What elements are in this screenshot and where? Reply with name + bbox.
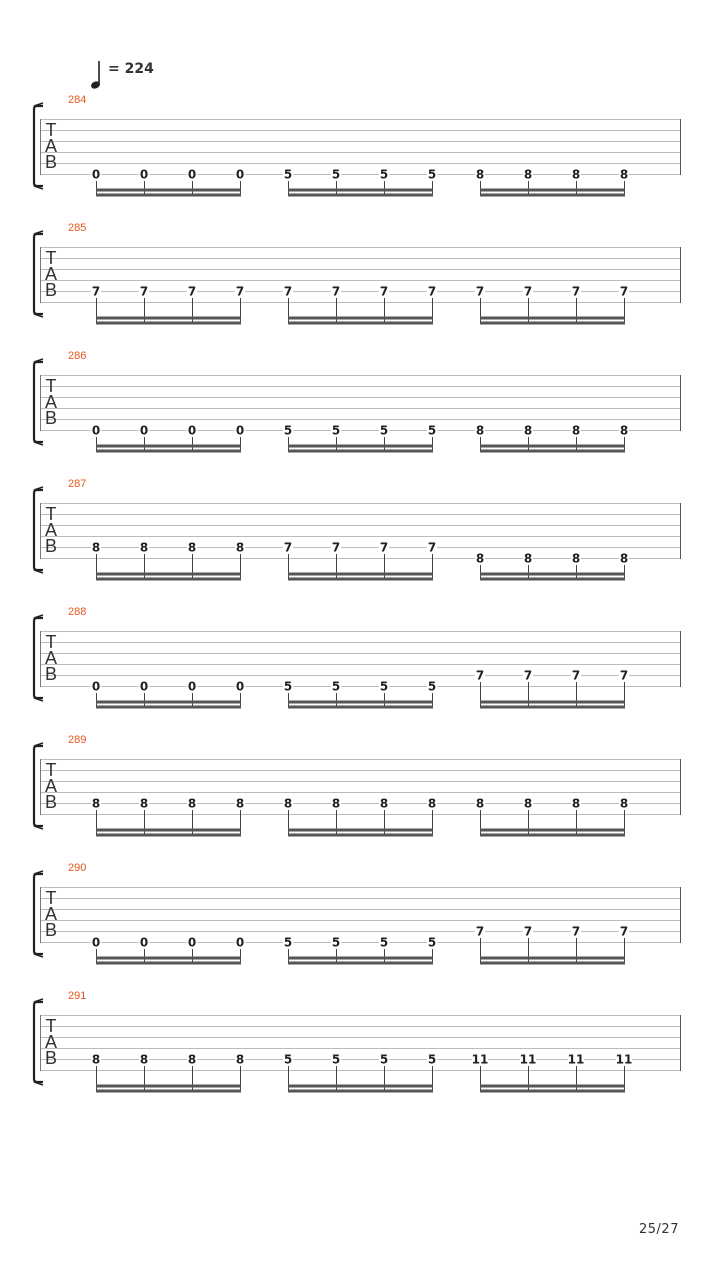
fret-number: 7 <box>91 284 101 299</box>
quarter-note-icon <box>88 58 106 92</box>
fret-number: 7 <box>427 284 437 299</box>
fret-number: 7 <box>619 668 629 683</box>
tab-staff <box>0 864 720 992</box>
fret-number: 5 <box>379 935 389 950</box>
tab-system <box>0 352 720 480</box>
beam <box>96 317 241 320</box>
fret-number: 0 <box>235 423 245 438</box>
fret-number: 8 <box>235 1052 245 1067</box>
fret-number: 8 <box>475 423 485 438</box>
tab-clef-letter: T <box>45 1016 57 1036</box>
beam <box>288 450 433 453</box>
fret-number: 5 <box>331 167 341 182</box>
beam <box>480 834 625 837</box>
beam <box>288 1085 433 1088</box>
tab-clef-letter: A <box>44 648 57 668</box>
fret-number: 0 <box>91 935 101 950</box>
beam <box>480 1090 625 1093</box>
beam <box>480 1085 625 1088</box>
beam <box>96 962 241 965</box>
fret-number: 7 <box>331 540 341 555</box>
fret-number: 8 <box>139 796 149 811</box>
fret-number: 5 <box>331 423 341 438</box>
fret-number: 8 <box>571 551 581 566</box>
beam <box>96 450 241 453</box>
fret-number: 8 <box>523 796 533 811</box>
fret-number: 5 <box>379 423 389 438</box>
fret-number: 5 <box>283 679 293 694</box>
fret-number: 8 <box>475 167 485 182</box>
tab-staff <box>0 480 720 608</box>
tab-clef-letter: T <box>45 760 57 780</box>
tab-clef-letter: A <box>44 776 57 796</box>
beam <box>480 829 625 832</box>
fret-number: 7 <box>331 284 341 299</box>
tab-staff <box>0 224 720 352</box>
fret-number: 8 <box>91 1052 101 1067</box>
tab-system <box>0 480 720 608</box>
beam <box>96 829 241 832</box>
tab-system <box>0 992 720 1120</box>
fret-number: 8 <box>187 540 197 555</box>
fret-number: 0 <box>187 935 197 950</box>
fret-number: 0 <box>91 679 101 694</box>
fret-number: 7 <box>523 668 533 683</box>
beam <box>96 189 241 192</box>
beam <box>288 706 433 709</box>
beam <box>96 578 241 581</box>
tab-staff <box>0 736 720 864</box>
bar-number: 284 <box>68 94 87 106</box>
fret-number: 5 <box>283 935 293 950</box>
fret-number: 7 <box>571 284 581 299</box>
fret-number: 7 <box>283 284 293 299</box>
fret-number: 7 <box>475 924 485 939</box>
fret-number: 8 <box>91 796 101 811</box>
bar-number: 285 <box>68 222 87 234</box>
fret-number: 0 <box>91 423 101 438</box>
beam <box>96 445 241 448</box>
tab-clef-letter: B <box>44 408 57 428</box>
beam <box>480 194 625 197</box>
fret-number: 11 <box>471 1052 489 1067</box>
tab-clef-letter: A <box>44 264 57 284</box>
tab-system <box>0 864 720 992</box>
beam <box>288 829 433 832</box>
beam <box>288 957 433 960</box>
fret-number: 0 <box>235 167 245 182</box>
fret-number: 5 <box>427 935 437 950</box>
beam <box>288 701 433 704</box>
fret-number: 8 <box>187 1052 197 1067</box>
beam <box>288 834 433 837</box>
tab-clef-letter: B <box>44 664 57 684</box>
fret-number: 7 <box>619 924 629 939</box>
tab-system <box>0 224 720 352</box>
fret-number: 7 <box>379 284 389 299</box>
fret-number: 8 <box>379 796 389 811</box>
fret-number: 0 <box>187 679 197 694</box>
fret-number: 0 <box>235 935 245 950</box>
beam <box>288 1090 433 1093</box>
beam <box>96 1085 241 1088</box>
beam <box>96 957 241 960</box>
fret-number: 8 <box>331 796 341 811</box>
fret-number: 5 <box>379 167 389 182</box>
tab-clef-letter: B <box>44 536 57 556</box>
fret-number: 5 <box>379 1052 389 1067</box>
beam <box>96 194 241 197</box>
fret-number: 8 <box>523 551 533 566</box>
bar-number: 287 <box>68 478 87 490</box>
tab-clef-letter: T <box>45 376 57 396</box>
tab-staff <box>0 96 720 224</box>
tab-clef-letter: B <box>44 792 57 812</box>
fret-number: 5 <box>427 167 437 182</box>
fret-number: 5 <box>283 1052 293 1067</box>
beam <box>288 317 433 320</box>
fret-number: 7 <box>427 540 437 555</box>
tab-clef-letter: A <box>44 1032 57 1052</box>
fret-number: 7 <box>475 284 485 299</box>
beam <box>480 957 625 960</box>
fret-number: 8 <box>523 167 533 182</box>
fret-number: 8 <box>139 1052 149 1067</box>
tab-clef-letter: B <box>44 280 57 300</box>
fret-number: 7 <box>523 284 533 299</box>
fret-number: 7 <box>235 284 245 299</box>
tab-clef-letter: T <box>45 632 57 652</box>
fret-number: 7 <box>571 924 581 939</box>
bar-number: 289 <box>68 734 87 746</box>
fret-number: 0 <box>91 167 101 182</box>
beam <box>288 189 433 192</box>
tab-system <box>0 736 720 864</box>
tab-clef-letter: T <box>45 248 57 268</box>
beam <box>288 573 433 576</box>
fret-number: 0 <box>139 423 149 438</box>
fret-number: 0 <box>187 423 197 438</box>
tab-staff <box>0 352 720 480</box>
tab-clef-letter: A <box>44 904 57 924</box>
fret-number: 5 <box>283 167 293 182</box>
fret-number: 0 <box>187 167 197 182</box>
bar-number: 286 <box>68 350 87 362</box>
fret-number: 5 <box>283 423 293 438</box>
fret-number: 5 <box>331 1052 341 1067</box>
tab-clef-letter: B <box>44 1048 57 1068</box>
beam <box>480 317 625 320</box>
tab-system <box>0 96 720 224</box>
tab-clef-letter: T <box>45 504 57 524</box>
beam <box>288 194 433 197</box>
fret-number: 7 <box>283 540 293 555</box>
beam <box>96 573 241 576</box>
tab-clef-letter: T <box>45 888 57 908</box>
fret-number: 8 <box>283 796 293 811</box>
fret-number: 8 <box>235 796 245 811</box>
fret-number: 11 <box>567 1052 585 1067</box>
fret-number: 7 <box>571 668 581 683</box>
fret-number: 8 <box>91 540 101 555</box>
fret-number: 8 <box>619 423 629 438</box>
page-number: 25/27 <box>639 1222 679 1237</box>
beam <box>480 573 625 576</box>
fret-number: 8 <box>571 796 581 811</box>
beam <box>288 962 433 965</box>
tab-clef-letter: A <box>44 520 57 540</box>
tab-clef-letter: B <box>44 152 57 172</box>
fret-number: 7 <box>619 284 629 299</box>
fret-number: 8 <box>427 796 437 811</box>
tab-staff <box>0 608 720 736</box>
fret-number: 11 <box>615 1052 633 1067</box>
bar-number: 290 <box>68 862 87 874</box>
beam <box>480 962 625 965</box>
fret-number: 5 <box>331 679 341 694</box>
fret-number: 7 <box>379 540 389 555</box>
beam <box>480 445 625 448</box>
beam <box>480 706 625 709</box>
fret-number: 8 <box>571 167 581 182</box>
beam <box>288 322 433 325</box>
fret-number: 0 <box>139 167 149 182</box>
beam <box>96 322 241 325</box>
fret-number: 8 <box>571 423 581 438</box>
fret-number: 8 <box>235 540 245 555</box>
bar-number: 288 <box>68 606 87 618</box>
beam <box>288 578 433 581</box>
tab-clef-letter: A <box>44 392 57 412</box>
beam <box>480 189 625 192</box>
fret-number: 8 <box>139 540 149 555</box>
beam <box>96 1090 241 1093</box>
fret-number: 8 <box>475 551 485 566</box>
tab-system <box>0 608 720 736</box>
beam <box>480 322 625 325</box>
tab-clef-letter: B <box>44 920 57 940</box>
fret-number: 5 <box>379 679 389 694</box>
beam <box>288 445 433 448</box>
fret-number: 0 <box>139 935 149 950</box>
fret-number: 0 <box>235 679 245 694</box>
fret-number: 8 <box>475 796 485 811</box>
fret-number: 8 <box>523 423 533 438</box>
fret-number: 0 <box>139 679 149 694</box>
fret-number: 5 <box>427 1052 437 1067</box>
beam <box>480 701 625 704</box>
beam <box>96 706 241 709</box>
fret-number: 5 <box>427 423 437 438</box>
fret-number: 7 <box>475 668 485 683</box>
beam <box>96 834 241 837</box>
beam <box>96 701 241 704</box>
fret-number: 8 <box>619 796 629 811</box>
tab-clef-letter: T <box>45 120 57 140</box>
bar-number: 291 <box>68 990 87 1002</box>
fret-number: 7 <box>523 924 533 939</box>
tab-clef-letter: A <box>44 136 57 156</box>
fret-number: 8 <box>187 796 197 811</box>
tempo-label: = 224 <box>108 61 154 77</box>
fret-number: 8 <box>619 551 629 566</box>
fret-number: 8 <box>619 167 629 182</box>
fret-number: 11 <box>519 1052 537 1067</box>
fret-number: 7 <box>187 284 197 299</box>
tab-staff <box>0 992 720 1120</box>
beam <box>480 578 625 581</box>
beam <box>480 450 625 453</box>
fret-number: 5 <box>331 935 341 950</box>
fret-number: 5 <box>427 679 437 694</box>
fret-number: 7 <box>139 284 149 299</box>
